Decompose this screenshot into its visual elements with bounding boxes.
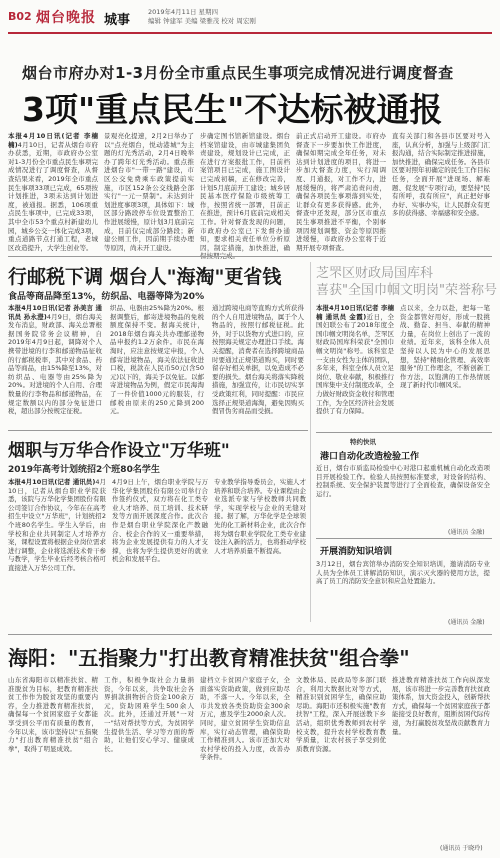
lead-kicker: 烟台市府办对1-3月份全市重点民生事项完成情况进行调度督查 [22,64,454,82]
masthead [8,6,492,34]
staff-line: 编辑 钟建军 美编 梁雅茂 校对 周宏刚 [148,17,256,25]
tax-column-1 [8,304,102,422]
lead-column-5: 直有关部门和各县市区要对号入座，认真分析，加强与上级部门汇报沟通，结合实际制定推进措施，加快推进，确保完成任务。各县市区要对照年初确定的民生工作目标任务，全面开展"进现场、解难题、促发展"专项行动，要坚持"民有所呼，我有所应"，真正把好事办好、实事办实，让人民群众有更多的获得感、幸福感和安全感。 [392,132,490,218]
wanhua-subtitle: 2019年高考计划统招2个班80名学生 [8,465,160,475]
vertical-divider [310,262,311,622]
wanhua-col1-text: 4月10日，记者从烟台职业学院获悉，该院与万华化学集团股份有限公司签订合作协议，今年在在高考招生中设立"万华班"，计划统招2个班80名学生。学生入学后，由学校和企业共同制定人才培养方案，课程设置将根据企业岗位需求进行调整，企业将选派技术骨干参与教学，学生毕业后经考核合格可直接进入万华公司工作。 [8,478,106,572]
haiyang-column-1: 山东省海阳市以精准扶贫、精准脱贫为目标，把教育精准扶贫工作作为脱贫攻坚的重要内容，全力推进教育精准扶贫，确保每一个贫困家庭子女都能享受到公平而有质量的教育，今年以来，该市坚持以"五指聚力"打出教育精准扶贫"组合拳"，取得了明显成效。 [8,676,98,753]
port-body: 近日，烟台市质监局检验中心对港口起重机械自动化改造项目开展检验工作。检验人员按照标准要求，对设备的结构、控制系统、安全保护装置等进行了全面检查，确保设备安全运行。 [316,464,490,498]
tax-byline: 本报4月10日讯(记者 孙美言 通讯员 孙永澄) [8,304,102,321]
wanhua-headline: 烟职与万华合作设立"万华班" [8,441,230,461]
haiyang-credit: (通讯员 于晓玲) [440,845,483,852]
lead-column-4: 前正式启动开工建设。市府办督查下一步要加快工作进度，确保如期完成全年任务，对未达到计划进度的项目，将进一步加大督查力度，实行周调度、月通报，对工作不力，进展缓慢的，将严肃追责问责，确保各项民生事项落到实处，让群众有更多获得感。此外，督查中还发现，部分区市重点民生事项推进不平衡，个别事项因规划调整、资金等原因推进缓慢，市政府办公室将于近期开展专项督查。 [296,132,386,252]
lead-column-3: 步确定图书馆新馆建设。烟台档案馆建设，由市城建集团负责建设，规划设计已完成，正在进行方案报批工作，目前档案馆项目已完成，施工图设计已完成初稿，正在修改完善，计划5月底前开工建设；城乡居民基本医疗保险市级统筹工作，按照省统一部署，目前正在推进，预计6月底前完成相关工作。针对督查发现的问题，市政府办公室已下发督办通知，要求相关责任单位分析原因，制定措施，加快推进，确 [200,132,290,252]
section-name: 城事 [104,13,131,28]
lead-byline: 本报4月10日讯(记者 李楠楠) [8,132,98,149]
tax-column-3: 通过跨境电商等直购方式所获得的个人自用进境物品，属于个人物品的，按照行邮税征税。此外，对于以货物方式进口的，应按照海关规定办理进口手续。海关提醒，消费者在选择跨境商品时要通过正规渠道购买，同时要留存好相关单据，以免造成不必要的损失。烟台海关将落实降税措施，加强宣传，让市民切实享受政策红利，同时提醒：市民应选择正规渠道海淘，避免因购买假冒伪劣商品而受损。 [212,304,304,416]
wanhua-column-1 [8,478,106,628]
haiyang-column-5: 推进教育精准扶贫工作向纵深发展，该市将进一步完善教育扶贫政策体系，加大资金投入，创新帮扶方式，确保每一个贫困家庭孩子都能接受良好教育，阻断贫困代际传递，为打赢脱贫攻坚战贡献教育力量。 [392,676,490,736]
tax-headline: 行邮税下调 烟台人"海淘"更省钱 [8,266,282,288]
haiyang-column-2: 工作，积极争取社会力量捐资，今年以来，共争取社会各界捐款捐物折合资金100余万元，资助困难学生500余人次。此外，还通过开展"一对一"结对帮扶等方式，为贫困学生提供生活、学习等方面的帮助，让他们安心学习、健康成长。 [104,676,194,753]
wanhua-byline: 本报4月10日讯(记者 通讯员) [8,478,96,486]
divider [316,538,492,539]
lead-headline: 3项"重点民生"不达标被通报 [22,90,443,129]
fire-body: 3月12日，烟台宾馆举办消防安全知识培训，邀请消防专业人员为全体员工讲解消防知识，演示灭火器的使用方法，提高了员工的消防安全意识和应急处置能力。 [316,560,490,586]
divider [8,430,308,431]
port-title: 港口自动化改造检验工作 [320,452,420,462]
divider [316,432,492,433]
lead-column-1 [8,132,98,252]
lead-col1-text: 4月10日，记者从烟台市府办获悉，近期，市政府办公室对1-3月份全市重点民生事项完成情况进行了调度督查，从督查结果来看，2019年全市重点民生事项33项已完成，65项按计划推进，3项未达到计划进度，被通报。据悉，106项重点民生事项中，已完成33项，其中全市53个重点村新建幼儿园，城乡公交一体化完成3项，重点道路节点打通工程，老城区改造提升，大学生创业等。 [8,140,98,252]
fire-credit: (通讯员 金融) [448,619,485,626]
haiyang-column-4: 文教体局、民政局等多部门联合，利用大数据比对等方式，精准识别贫困学生，确保应助尽助。海阳市还积极实施"教育扶智"工程，深入开展送教下乡活动，组织优秀教师到农村学校支教，提升农村学校教育教学质量，让农村孩子享受到优质教育资源。 [296,676,386,753]
award-body-a: 近日，全国妇联公布了2018年度全国巾帼文明岗名单，芝罘区财政局国库科荣获"全国巾帼文明岗"称号。该科室是一支由女性为主体的团队，多年来，科室全体人员立足岗位、敬业奉献，积极推行国库集中支付制度改革，全力做好财政资金收付和管理工作，为全区经济社会发展提供了有力保障。 [316,312,395,416]
award-title-1: 芝罘区财政局国库科 [316,266,434,281]
haiyang-column-3: 建档立卡贫困户家庭子女，全面落实资助政策，做到应助尽助，不落一人。今年以来，全市共发放各类资助资金300余万元，惠及学生2000余人次。同时，建立贫困学生资助信息库，实行动态管理，确保资助工作精准到人。该市还加大对农村学校的投入力度，改善办学条件。 [200,676,290,762]
paper-logo: 烟台晚报 [36,10,96,26]
port-credit: (通讯员 金融) [448,529,485,536]
divider [8,634,492,635]
divider [8,256,492,257]
page-number: B02 [8,10,32,23]
award-title-2: 喜获"全国巾帼文明岗"荣誉称号 [316,283,497,298]
tax-column-2: 织品、电器由25%降为20%。根据调整后，邮寄进境物品的免税额度保持不变。据海关统计，2018年烟台海关共办理邮递物品申报约1.2万余件。市民在海淘时，应注意按规定申报，个人邮寄进境物品，海关依法征收进口税，税款在人民币50元(含50元)以下的，海关予以免征。以邮寄进境物品为例，假定市民海淘了一件价值1000元的服装，行邮税由原来的250元降到200元。 [110,304,204,416]
wanhua-column-3: 专业教学指导委员会，实施人才培养和联合培养。专业课程由企业选派专家与学校教师共同教学，实现学校与企业的无缝对接。据了解，万华化学是全球领先的化工新材料企业，此次合作将为烟台职业学院化工类专业建设注入新的活力，也将推动学校人才培养质量不断提高。 [214,478,306,555]
masthead-meta [148,8,256,26]
fire-title: 开展消防知识培训 [320,547,393,557]
haiyang-headline: 海阳："五指聚力"打出教育精准扶贫"组合拳" [8,646,410,670]
award-column-1 [316,304,394,422]
award-byline: 本报4月10日讯(记者 李楠楠 通讯员 金霞) [316,304,394,321]
port-tag: 特约快讯 [350,438,376,446]
date-line: 2019年4月11日 星期四 [148,8,219,16]
tax-subtitle: 食品等商品降至13%，纺织品、电器等降为20% [8,292,205,302]
tax-col1-text: 4月9日，烟台海关发布消息，财政部、海关总署根据国务院常务会议精神，自2019年4月9日起，调降对个人携带进境的行李和邮递物品征收的行邮税税率，其中对食品、药品等商品，由15%降至13%，对纺织品、电器等由25%降为20%。对进境的个人自用、合理数量的行李物品和邮递物品，在规定数额以内的部分免征进口税，超出部分按规定征税。 [8,312,103,416]
award-column-2: 点以来，全力以赴，把每一笔资金都管好用好，形成一股挑战、勤奋、担当、奉献的精神力量，在岗位上创出了一流的业绩。近年来，该科全体人员坚持以人民为中心的发展思想，坚持"精细化管理、高效率服务"的工作理念，不断创新工作方法，以饱满的工作热情展现了新时代巾帼风采。 [400,304,490,390]
lead-column-2: 景观亮化提速，2月2日举办了以"点亮烟台，悦动港城"为主题的灯光秀活动，2月4日晚举办了跨年灯光秀活动。重点推进烟台市"一带一路"建设，市区公交免费乘车政策提前实施，市区152条公交线路全部实行"一元一票制"。未达到计划进度事项3项，具体如下：城区部分路段停车位设置整治工作进展缓慢，原计划3月底前完成，目前仅完成部分路段；新建公厕工作，因前期手续办理等原因，尚未开工建设。 [104,132,194,252]
wanhua-column-2: 4月9日上午，烟台职业学院与万华化学集团股份有限公司举行合作签约仪式，双方将在化工类专业人才培养、员工培训、技术研发等方面开展深度合作。此次合作是烟台职业学院深化产教融合、校企合作的又一重要举措，将为企业发展提供有力的人才支撑，也将为学生提供更好的就业机会和发展平台。 [112,478,208,564]
